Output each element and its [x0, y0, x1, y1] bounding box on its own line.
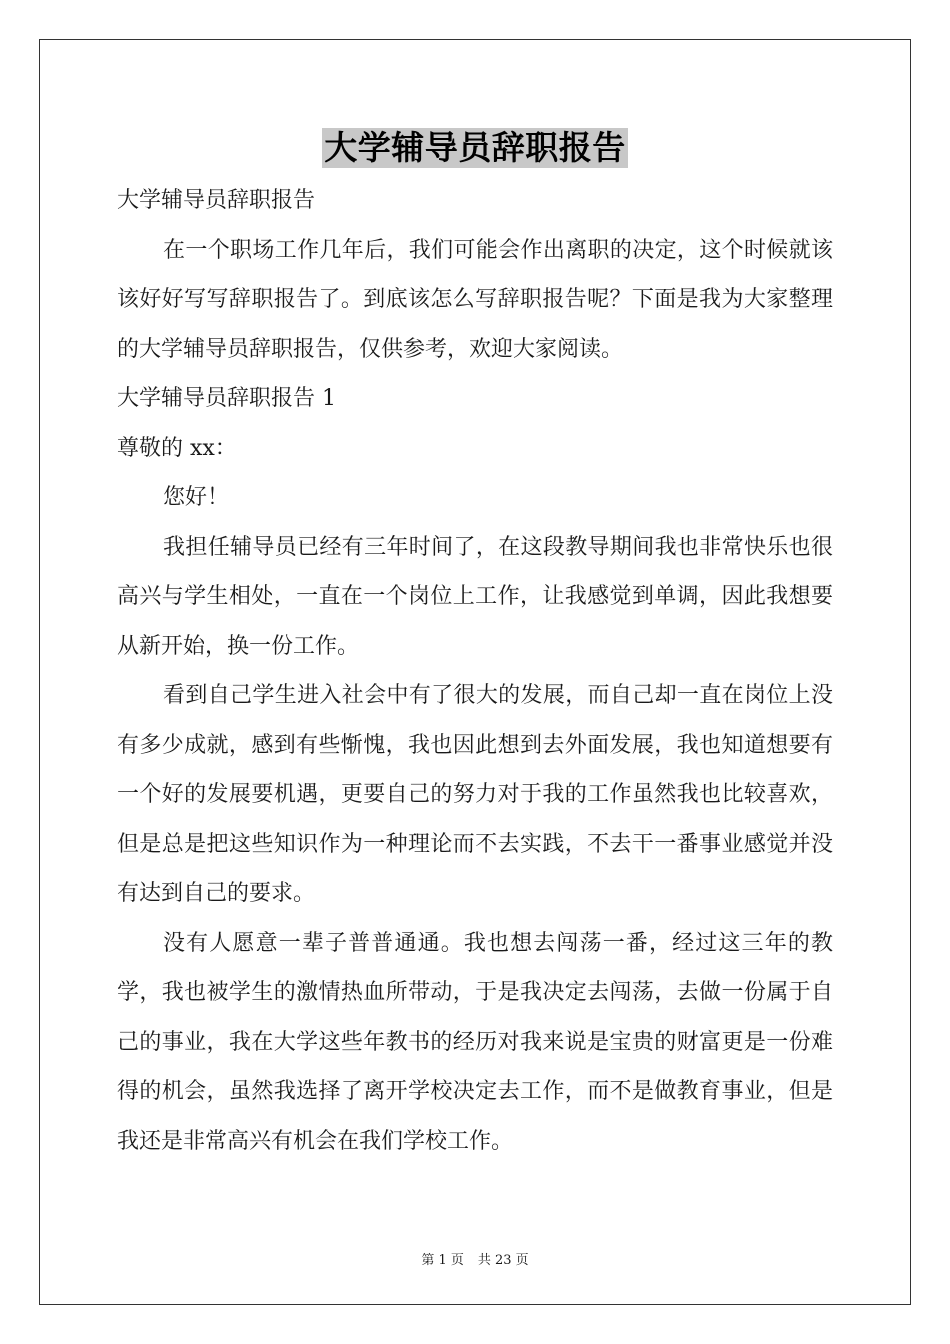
- paragraph: 我担任辅导员已经有三年时间了，在这段教导期间我也非常快乐也很高兴与学生相处，一直在一个岗位上工作，让我感觉到单调，因此我想要从新开始，换一份工作。: [117, 534, 833, 659]
- document-title: 大学辅导员辞职报告: [324, 128, 626, 167]
- paragraph: 在一个职场工作几年后，我们可能会作出离职的决定，这个时候就该该好好写写辞职报告了。到底该怎么写辞职报告呢？下面是我为大家整理的大学辅导员辞职报告，仅供参考，欢迎大家阅读。: [117, 237, 833, 362]
- paragraph: 大学辅导员辞职报告: [117, 188, 316, 213]
- page-footer: [0, 1249, 950, 1268]
- paragraph: 没有人愿意一辈子普普通通。我也想去闯荡一番，经过这三年的教学，我也被学生的激情热血所带动，于是我决定去闯荡，去做一份属于自己的事业，我在大学这些年教书的经历对我来说是宝贵的财富更是一份难得的机会，虽然我选择了离开学校决定去工作，而不是做教育事业，但是我还是非常高兴有机会在我们学校工作。: [117, 930, 833, 1154]
- page-total: 共 23 页: [477, 1253, 529, 1268]
- title-container: [0, 128, 950, 168]
- paragraph: 看到自己学生进入社会中有了很大的发展，而自己却一直在岗位上没有多少成就，感到有些惭愧，我也因此想到去外面发展，我也知道想要有一个好的发展要机遇，更要自己的努力对于我的工作虽然我也比较喜欢，但是总是把这些知识作为一种理论而不去实践，不去干一番事业感觉并没有达到自己的要求。: [117, 683, 833, 906]
- page-number: 第 1 页: [421, 1253, 464, 1268]
- paragraph: 您好！: [163, 485, 230, 510]
- paragraph: 大学辅导员辞职报告 1: [117, 386, 336, 411]
- paragraph: 尊敬的 xx：: [117, 435, 237, 461]
- document-body: [117, 176, 833, 1166]
